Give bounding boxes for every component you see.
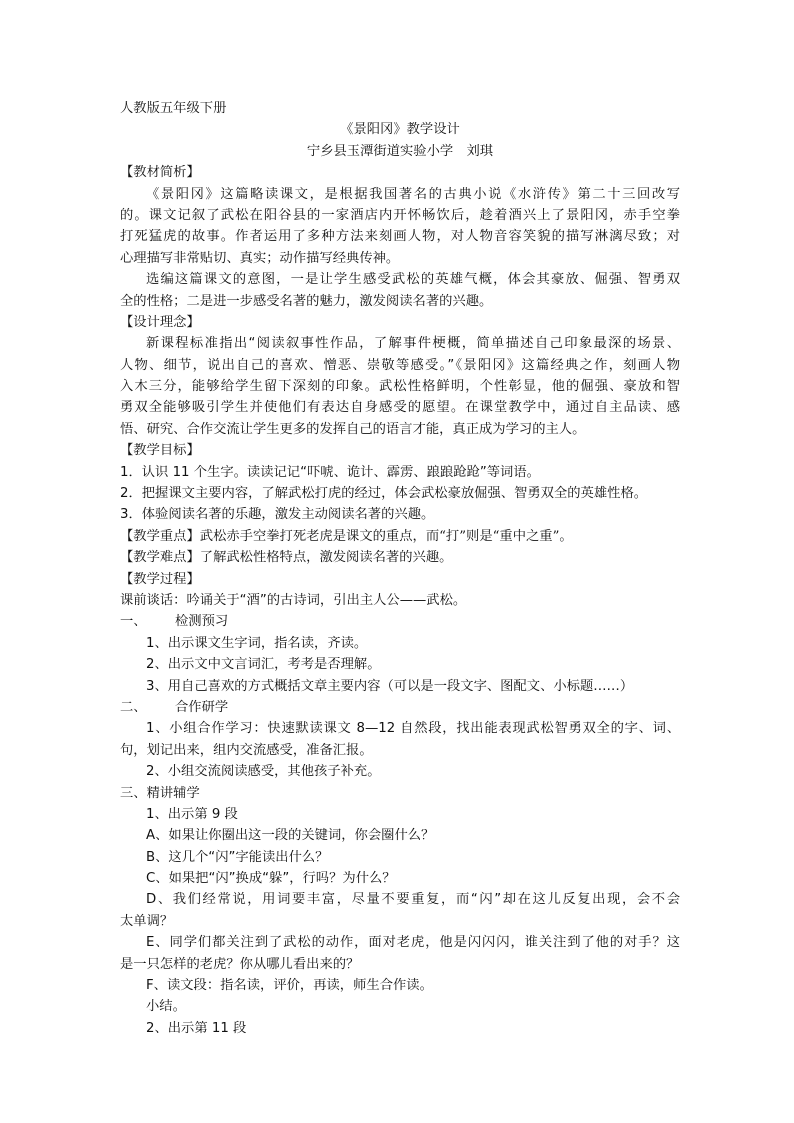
part-heading (120, 611, 680, 632)
step-item: D、我们经常说，用词要丰富，尽量不要重复，而“闪”却在这儿反复出现，会不会 (146, 892, 680, 908)
document-body (120, 98, 680, 1039)
step-item: F、读文段：指名读，评价，再读，师生合作读。 (146, 978, 433, 994)
goal-item: 1．认识 11 个生字。读读记记“吓唬、诡计、霹雳、踉踉跄跄”等词语。 (120, 464, 540, 480)
step-item-continued: 句，划记出来，组内交流感受，准备汇报。 (120, 742, 373, 758)
paragraph-line: 人物、细节，说出自己的喜欢、憎恶、崇敬等感受。”《景阳冈》这篇经典之作，刻画人物 (120, 357, 680, 373)
step-item: 1、出示课文生字词，指名读，齐读。 (146, 635, 368, 651)
step-item: C、如果把“闪”换成“躲”，行吗？为什么？ (146, 871, 396, 887)
step-item: B、这几个“闪”字能读出什么？ (146, 849, 329, 865)
paragraph-line: 心理描写非常贴切、真实；动作描写经典传神。 (120, 250, 400, 266)
paragraph-line: 的。课文记叙了武松在阳谷县的一家酒店内开怀畅饮后，趁着酒兴上了景阳冈，赤手空拳 (120, 207, 680, 223)
part-number: 二、 (120, 699, 147, 715)
pre-class-talk: 课前谈话：吟诵关于“酒”的古诗词，引出主人公——武松。 (120, 592, 467, 608)
key-point: 【教学重点】武松赤手空拳打死老虎是课文的重点，而“打”则是“重中之重”。 (120, 528, 573, 544)
section-heading-process: 【教学过程】 (120, 571, 200, 587)
document-title: 《景阳冈》教学设计 (340, 122, 460, 138)
section-heading-goals: 【教学目标】 (120, 443, 200, 459)
summary-label: 小结。 (146, 999, 186, 1015)
paragraph-line: 新课程标准指出“阅读叙事性作品，了解事件梗概，简单描述自己印象最深的场景、 (146, 336, 680, 352)
document-author: 宁乡县玉潭街道实验小学 刘琪 (306, 143, 494, 159)
part-title: 检测预习 (175, 614, 229, 630)
part-number: 一、 (120, 614, 147, 630)
goal-item: 3．体验阅读名著的乐趣，激发主动阅读名著的兴趣。 (120, 507, 435, 523)
goal-item: 2．把握课文主要内容，了解武松打虎的经过，体会武松豪放倔强、智勇双全的英雄性格。 (120, 486, 648, 502)
paragraph-line: 打死猛虎的故事。作者运用了多种方法来刻画人物，对人物音容笑貌的描写淋漓尽致；对 (120, 229, 680, 245)
paragraph-line: 入木三分，能够给学生留下深刻的印象。武松性格鲜明，个性彰显，他的倔强、豪放和智 (120, 379, 680, 395)
paragraph-line: 勇双全能够吸引学生并使他们有表达自身感受的愿望。在课堂教学中，通过自主品读、感 (120, 400, 680, 416)
paragraph-line: 《景阳冈》这篇略读课文，是根据我国著名的古典小说《水浒传》第二十三回改写 (146, 186, 680, 202)
step-item-continued: 是一只怎样的老虎？你从哪儿看出来的？ (120, 956, 360, 972)
step-item: 1、出示第 9 段 (146, 806, 238, 822)
paragraph-line: 悟、研究、合作交流让学生更多的发挥自己的语言才能，真正成为学习的主人。 (120, 421, 586, 437)
section-heading-concept: 【设计理念】 (120, 314, 200, 330)
difficulty-point: 【教学难点】了解武松性格特点，激发阅读名著的兴趣。 (120, 550, 453, 566)
section-heading-analysis: 【教材简析】 (120, 165, 200, 181)
part-heading: 三、精讲辅学 (120, 785, 200, 801)
step-item: E、同学们都关注到了武松的动作，面对老虎，他是闪闪闪，谁关注到了他的对手？这 (146, 935, 680, 951)
step-item: 2、小组交流阅读感受，其他孩子补充。 (146, 764, 381, 780)
step-item: 1、小组合作学习：快速默读课文 8—12 自然段，找出能表现武松智勇双全的字、词、 (146, 721, 680, 737)
paragraph-line: 全的性格；二是进一步感受名著的魅力，激发阅读名著的兴趣。 (120, 293, 493, 309)
paragraph-line: 选编这篇课文的意图，一是让学生感受武松的英雄气概，体会其豪放、倔强、智勇双 (146, 272, 680, 288)
step-item: 3、用自己喜欢的方式概括文章主要内容（可以是一段文字、图配文、小标题……） (146, 678, 634, 694)
step-item: A、如果让你圈出这一段的关键词，你会圈什么？ (146, 828, 435, 844)
part-title: 合作研学 (175, 699, 229, 715)
step-item: 2、出示第 11 段 (146, 1020, 247, 1036)
part-heading (120, 697, 680, 718)
grade-label: 人教版五年级下册 (120, 101, 227, 116)
step-item-continued: 太单调？ (120, 913, 174, 929)
step-item: 2、出示文中文言词汇，考考是否理解。 (146, 657, 381, 673)
